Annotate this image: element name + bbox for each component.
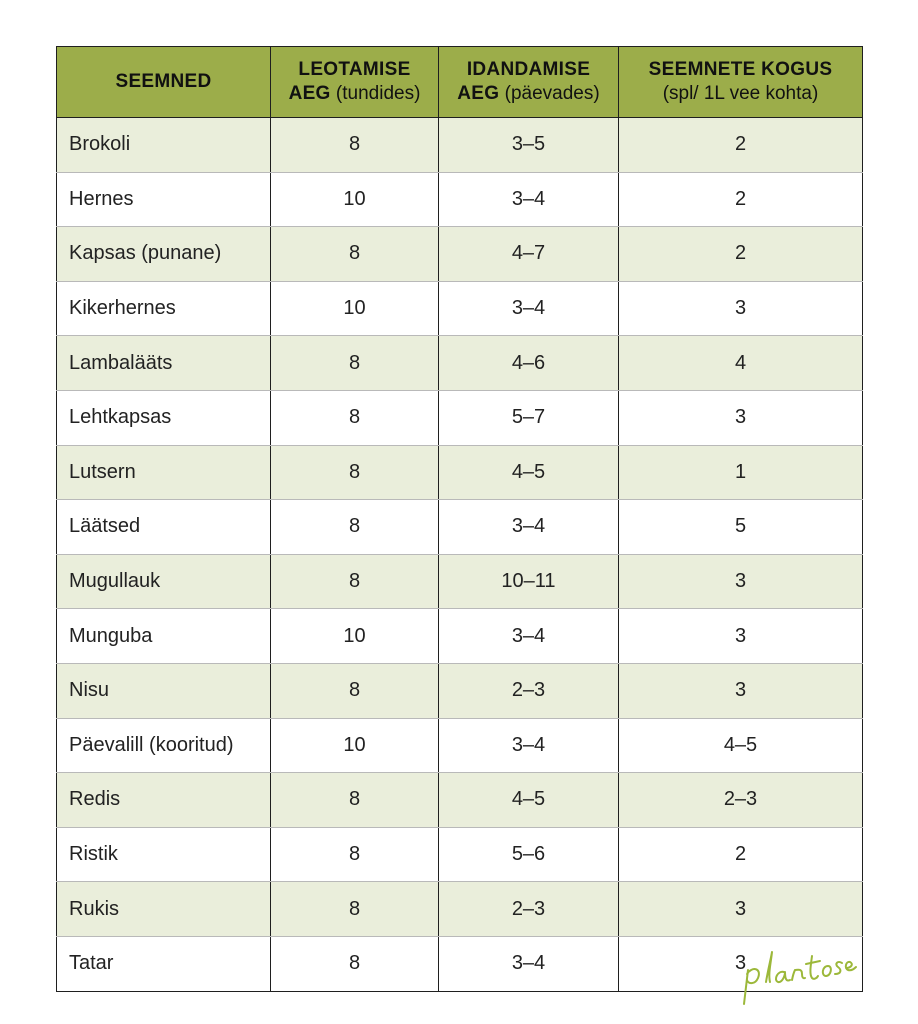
cell-seed-amount: 3 <box>619 281 863 336</box>
cell-seed-name: Mugullauk <box>57 554 271 609</box>
cell-sprouting-days: 3–4 <box>439 500 619 555</box>
cell-seed-name: Kapsas (punane) <box>57 227 271 282</box>
cell-soaking-hours: 10 <box>271 718 439 773</box>
plantose-logo <box>740 948 860 1010</box>
cell-seed-amount: 4–5 <box>619 718 863 773</box>
cell-seed-amount: 1 <box>619 445 863 500</box>
cell-sprouting-days: 5–7 <box>439 390 619 445</box>
cell-soaking-hours: 10 <box>271 609 439 664</box>
cell-seed-amount: 4 <box>619 336 863 391</box>
cell-seed-name: Nisu <box>57 663 271 718</box>
table-row <box>57 718 863 773</box>
header-soaking-time: LEOTAMISE AEG (tundides) <box>271 47 439 118</box>
table-row <box>57 773 863 828</box>
cell-soaking-hours: 8 <box>271 118 439 173</box>
sprouting-table-container <box>56 46 862 992</box>
cell-seed-amount: 3 <box>619 936 863 991</box>
header-seed-amount: SEEMNETE KOGUS (spl/ 1L vee kohta) <box>619 47 863 118</box>
cell-sprouting-days: 3–4 <box>439 172 619 227</box>
cell-seed-name: Läätsed <box>57 500 271 555</box>
cell-sprouting-days: 2–3 <box>439 663 619 718</box>
cell-soaking-hours: 8 <box>271 554 439 609</box>
cell-seed-amount: 2–3 <box>619 773 863 828</box>
header-row <box>57 47 863 118</box>
cell-seed-name: Rukis <box>57 882 271 937</box>
cell-sprouting-days: 2–3 <box>439 882 619 937</box>
cell-sprouting-days: 4–5 <box>439 773 619 828</box>
table-row <box>57 500 863 555</box>
cell-seed-amount: 2 <box>619 172 863 227</box>
cell-seed-amount: 3 <box>619 882 863 937</box>
table-row <box>57 445 863 500</box>
cell-seed-amount: 3 <box>619 554 863 609</box>
table-row <box>57 336 863 391</box>
cell-soaking-hours: 8 <box>271 445 439 500</box>
cell-seed-name: Päevalill (kooritud) <box>57 718 271 773</box>
cell-sprouting-days: 3–4 <box>439 718 619 773</box>
cell-soaking-hours: 8 <box>271 390 439 445</box>
cell-sprouting-days: 3–4 <box>439 936 619 991</box>
table-row <box>57 172 863 227</box>
cell-soaking-hours: 8 <box>271 663 439 718</box>
cell-seed-name: Lutsern <box>57 445 271 500</box>
cell-seed-name: Kikerhernes <box>57 281 271 336</box>
cell-seed-amount: 2 <box>619 827 863 882</box>
table-row <box>57 609 863 664</box>
table-row <box>57 663 863 718</box>
cell-sprouting-days: 4–7 <box>439 227 619 282</box>
cell-sprouting-days: 3–5 <box>439 118 619 173</box>
cell-soaking-hours: 8 <box>271 500 439 555</box>
cell-soaking-hours: 8 <box>271 773 439 828</box>
table-row <box>57 227 863 282</box>
table-row <box>57 390 863 445</box>
cell-seed-name: Brokoli <box>57 118 271 173</box>
table-row <box>57 118 863 173</box>
cell-soaking-hours: 8 <box>271 936 439 991</box>
cell-sprouting-days: 4–6 <box>439 336 619 391</box>
cell-soaking-hours: 8 <box>271 827 439 882</box>
cell-sprouting-days: 10–11 <box>439 554 619 609</box>
header-sprouting-time: IDANDAMISE AEG (päevades) <box>439 47 619 118</box>
cell-seed-name: Ristik <box>57 827 271 882</box>
cell-seed-name: Hernes <box>57 172 271 227</box>
cell-sprouting-days: 4–5 <box>439 445 619 500</box>
cell-seed-amount: 3 <box>619 609 863 664</box>
cell-sprouting-days: 3–4 <box>439 609 619 664</box>
table-row <box>57 554 863 609</box>
cell-seed-amount: 3 <box>619 663 863 718</box>
cell-seed-name: Munguba <box>57 609 271 664</box>
table-row <box>57 882 863 937</box>
cell-seed-name: Redis <box>57 773 271 828</box>
table-row <box>57 827 863 882</box>
cell-seed-amount: 3 <box>619 390 863 445</box>
cell-seed-amount: 2 <box>619 118 863 173</box>
cell-soaking-hours: 10 <box>271 281 439 336</box>
sprouting-table <box>56 46 863 992</box>
cell-sprouting-days: 3–4 <box>439 281 619 336</box>
cell-seed-name: Lambalääts <box>57 336 271 391</box>
cell-soaking-hours: 8 <box>271 882 439 937</box>
cell-seed-name: Lehtkapsas <box>57 390 271 445</box>
cell-soaking-hours: 10 <box>271 172 439 227</box>
cell-soaking-hours: 8 <box>271 336 439 391</box>
header-seeds: SEEMNED <box>57 47 271 118</box>
cell-seed-name: Tatar <box>57 936 271 991</box>
cell-seed-amount: 2 <box>619 227 863 282</box>
table-body <box>57 118 863 992</box>
table-row <box>57 281 863 336</box>
cell-sprouting-days: 5–6 <box>439 827 619 882</box>
cell-soaking-hours: 8 <box>271 227 439 282</box>
cell-seed-amount: 5 <box>619 500 863 555</box>
